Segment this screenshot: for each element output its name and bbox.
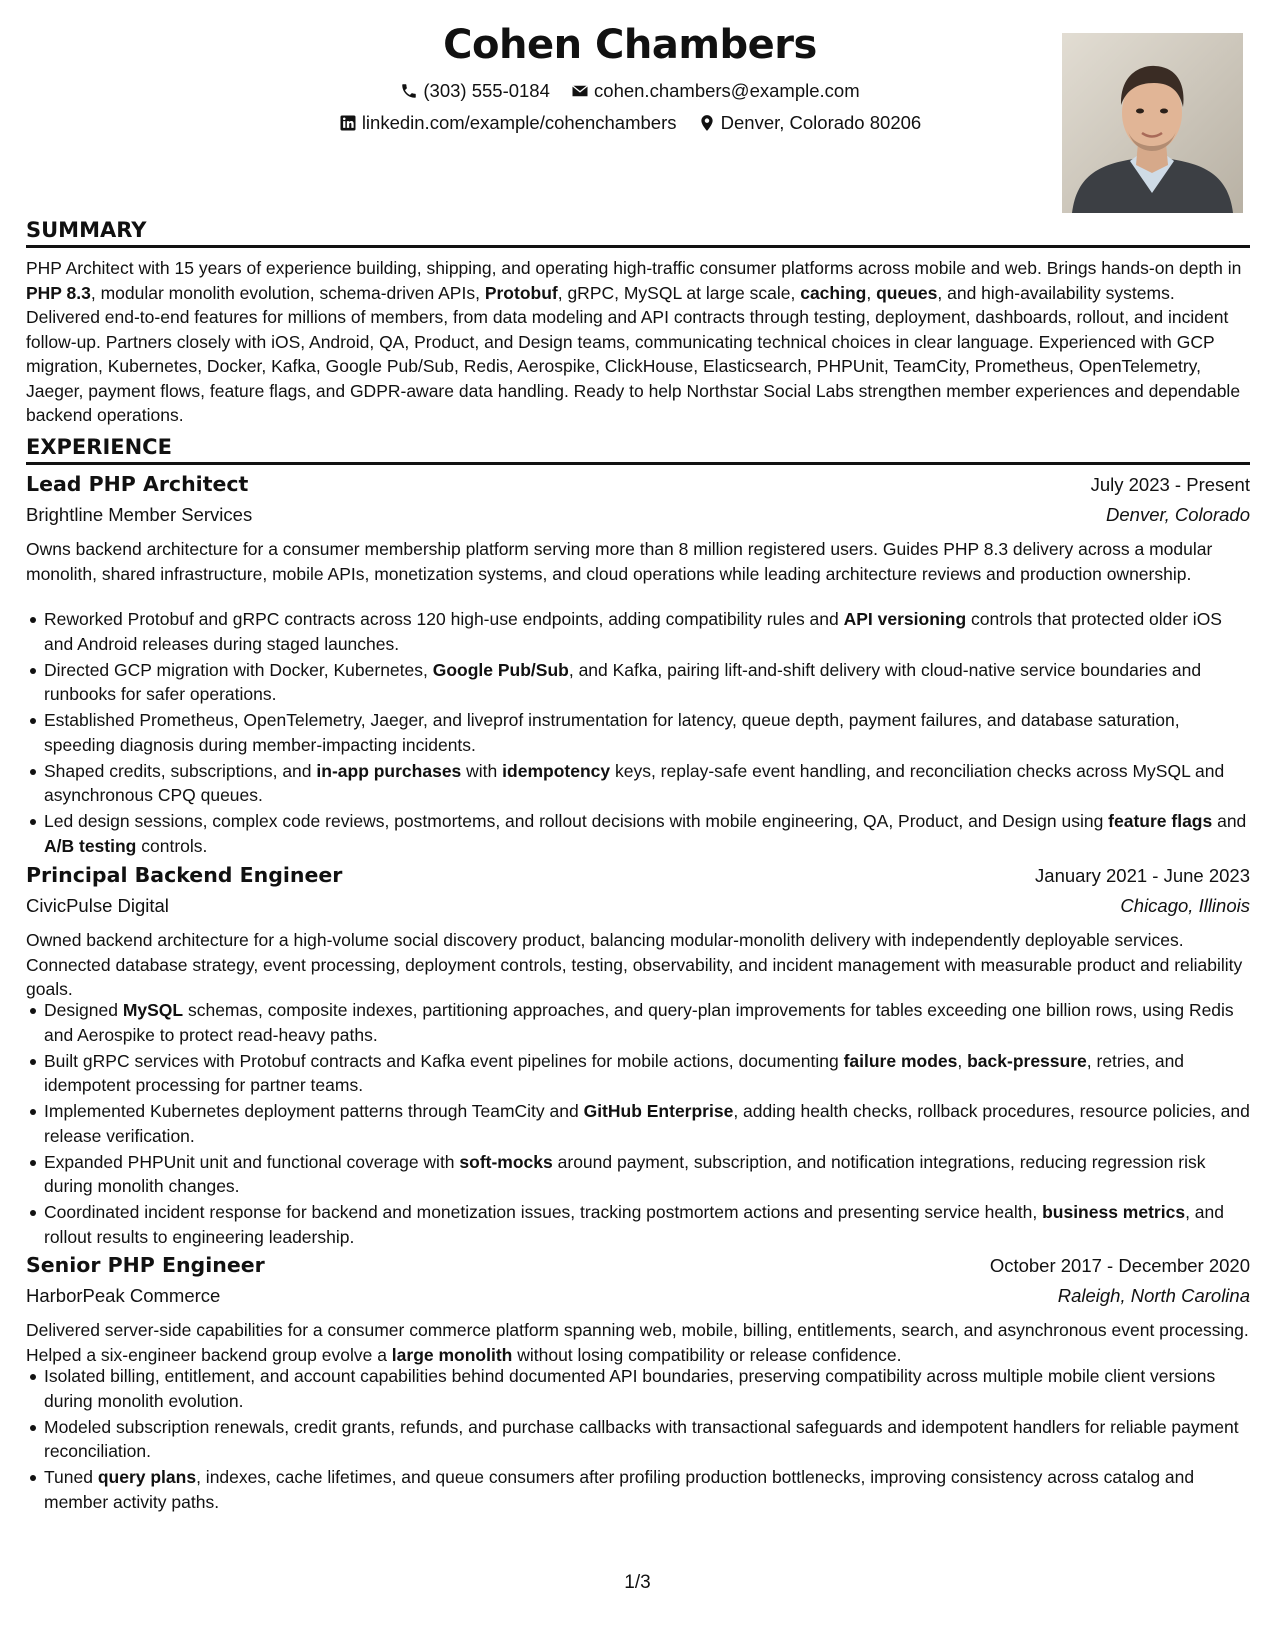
job-title: Senior PHP Engineer [26,1253,265,1277]
list-item: Isolated billing, entitlement, and account capabilities behind documented API boundaries, preserving compatibility across multiple mobile client versions during monolith evolution. [26,1364,1252,1413]
job-bullets [26,1364,1252,1516]
job-title: Principal Backend Engineer [26,863,343,887]
list-item: Tuned query plans, indexes, cache lifetimes, and queue consumers after profiling production bottlenecks, improving consistency across catalog and member activity paths. [26,1465,1252,1514]
experience-heading: EXPERIENCE [26,435,172,459]
location-text: Denver, Colorado 80206 [720,112,922,133]
experience-rule [26,462,1250,465]
email-contact[interactable] [571,80,860,102]
job-location: Chicago, Illinois [1120,895,1250,916]
list-item: Coordinated incident response for backend and monetization issues, tracking postmortem actions and presenting service health, business metrics, and rollout results to engineering leadership. [26,1200,1252,1249]
job-location: Denver, Colorado [1106,504,1250,525]
profile-photo [1062,33,1243,213]
job-description: Delivered server-side capabilities for a consumer commerce platform spanning web, mobile, billing, entitlements, search, and asynchronous event processing. Helped a six-engineer backend group evolve a large monolith without losing compatibility or release confidence. [26,1320,1249,1365]
job-company: CivicPulse Digital [26,895,169,916]
list-item: Led design sessions, complex code reviews, postmortems, and rollout decisions with mobile engineering, QA, Product, and Design using feature flags and A/B testing controls. [26,809,1252,858]
job-description: Owned backend architecture for a high-volume social discovery product, balancing modular-monolith delivery with independently deployable services. Connected database strategy, event processing, deployment controls, testing, observability, and incident management with measurable product and reliability goals. [26,930,1243,999]
list-item: Directed GCP migration with Docker, Kubernetes, Google Pub/Sub, and Kafka, pairing lift-and-shift delivery with cloud-native service boundaries and runbooks for safer operations. [26,658,1252,707]
summary-rule [26,245,1250,248]
list-item: Established Prometheus, OpenTelemetry, Jaeger, and liveprof instrumentation for latency, queue depth, payment failures, and database saturation, speeding diagnosis during member-impacting incidents. [26,708,1252,757]
job-company: HarborPeak Commerce [26,1285,221,1306]
linkedin-icon [339,114,357,132]
email-link[interactable]: cohen.chambers@example.com [594,80,860,101]
summary-text: PHP Architect with 15 years of experience building, shipping, and operating high-traffic consumer platforms across mobile and web. Brings hands-on depth in PHP 8.3, modular monolith evolution, schema-driven APIs, Protobuf, gRPC, MySQL at large scale, caching, queues, and high-availability systems. Delivered end-to-end features for millions of members, from data modeling and API contracts through testing, deployment, dashboards, rollout, and incident follow-up. Partners closely with iOS, Android, QA, Product, and Design teams, communicating technical choices in clear language. Experienced with GCP migration, Kubernetes, Docker, Kafka, Google Pub/Sub, Redis, Aerospike, ClickHouse, Elasticsearch, PHPUnit, TeamCity, Prometheus, OpenTelemetry, Jaeger, payment flows, feature flags, and GDPR-aware data handling. Ready to help Northstar Social Labs strengthen member experiences and dependable backend operations. [26,258,1242,425]
location-contact [698,112,922,134]
list-item: Reworked Protobuf and gRPC contracts across 120 high-use endpoints, adding compatibility rules and API versioning controls that protected older iOS and Android releases during staged launches. [26,607,1252,656]
resume-header [0,0,1275,230]
job-dates: July 2023 - Present [1090,474,1250,495]
list-item: Expanded PHPUnit unit and functional coverage with soft-mocks around payment, subscription, and notification integrations, reducing regression risk during monolith changes. [26,1150,1252,1199]
candidate-name: Cohen Chambers [443,22,817,68]
job-title: Lead PHP Architect [26,472,249,496]
job-description: Owns backend architecture for a consumer membership platform serving more than 8 million registered users. Guides PHP 8.3 delivery across a modular monolith, shared infrastructure, mobile APIs, monetization systems, and cloud operations while leading architecture reviews and production ownership. [26,539,1213,584]
job-bullets [26,998,1252,1251]
phone-icon [400,82,418,100]
page-number: 1/3 [624,1572,651,1593]
job-dates: October 2017 - December 2020 [989,1255,1250,1276]
envelope-icon [571,82,589,100]
list-item: Implemented Kubernetes deployment patterns through TeamCity and GitHub Enterprise, adding health checks, rollback procedures, resource policies, and release verification. [26,1099,1252,1148]
map-pin-icon [698,114,716,132]
list-item: Designed MySQL schemas, composite indexes, partitioning approaches, and query-plan improvements for tables exceeding one billion rows, using Redis and Aerospike to protect read-heavy paths. [26,998,1252,1047]
summary-heading: SUMMARY [26,218,147,242]
linkedin-contact[interactable] [339,112,677,134]
list-item: Modeled subscription renewals, credit grants, refunds, and purchase callbacks with transactional safeguards and idempotent handlers for reliable payment reconciliation. [26,1415,1252,1464]
job-location: Raleigh, North Carolina [1057,1285,1250,1306]
list-item: Built gRPC services with Protobuf contracts and Kafka event pipelines for mobile actions, documenting failure modes, back-pressure, retries, and idempotent processing for partner teams. [26,1049,1252,1098]
list-item: Shaped credits, subscriptions, and in-app purchases with idempotency keys, replay-safe event handling, and reconciliation checks across MySQL and asynchronous CPQ queues. [26,759,1252,808]
phone-contact [400,80,550,102]
linkedin-link[interactable]: linkedin.com/example/cohenchambers [361,112,677,133]
job-company: Brightline Member Services [26,504,253,525]
job-dates: January 2021 - June 2023 [1035,865,1250,886]
phone-text: (303) 555-0184 [423,80,550,101]
job-bullets [26,607,1252,860]
